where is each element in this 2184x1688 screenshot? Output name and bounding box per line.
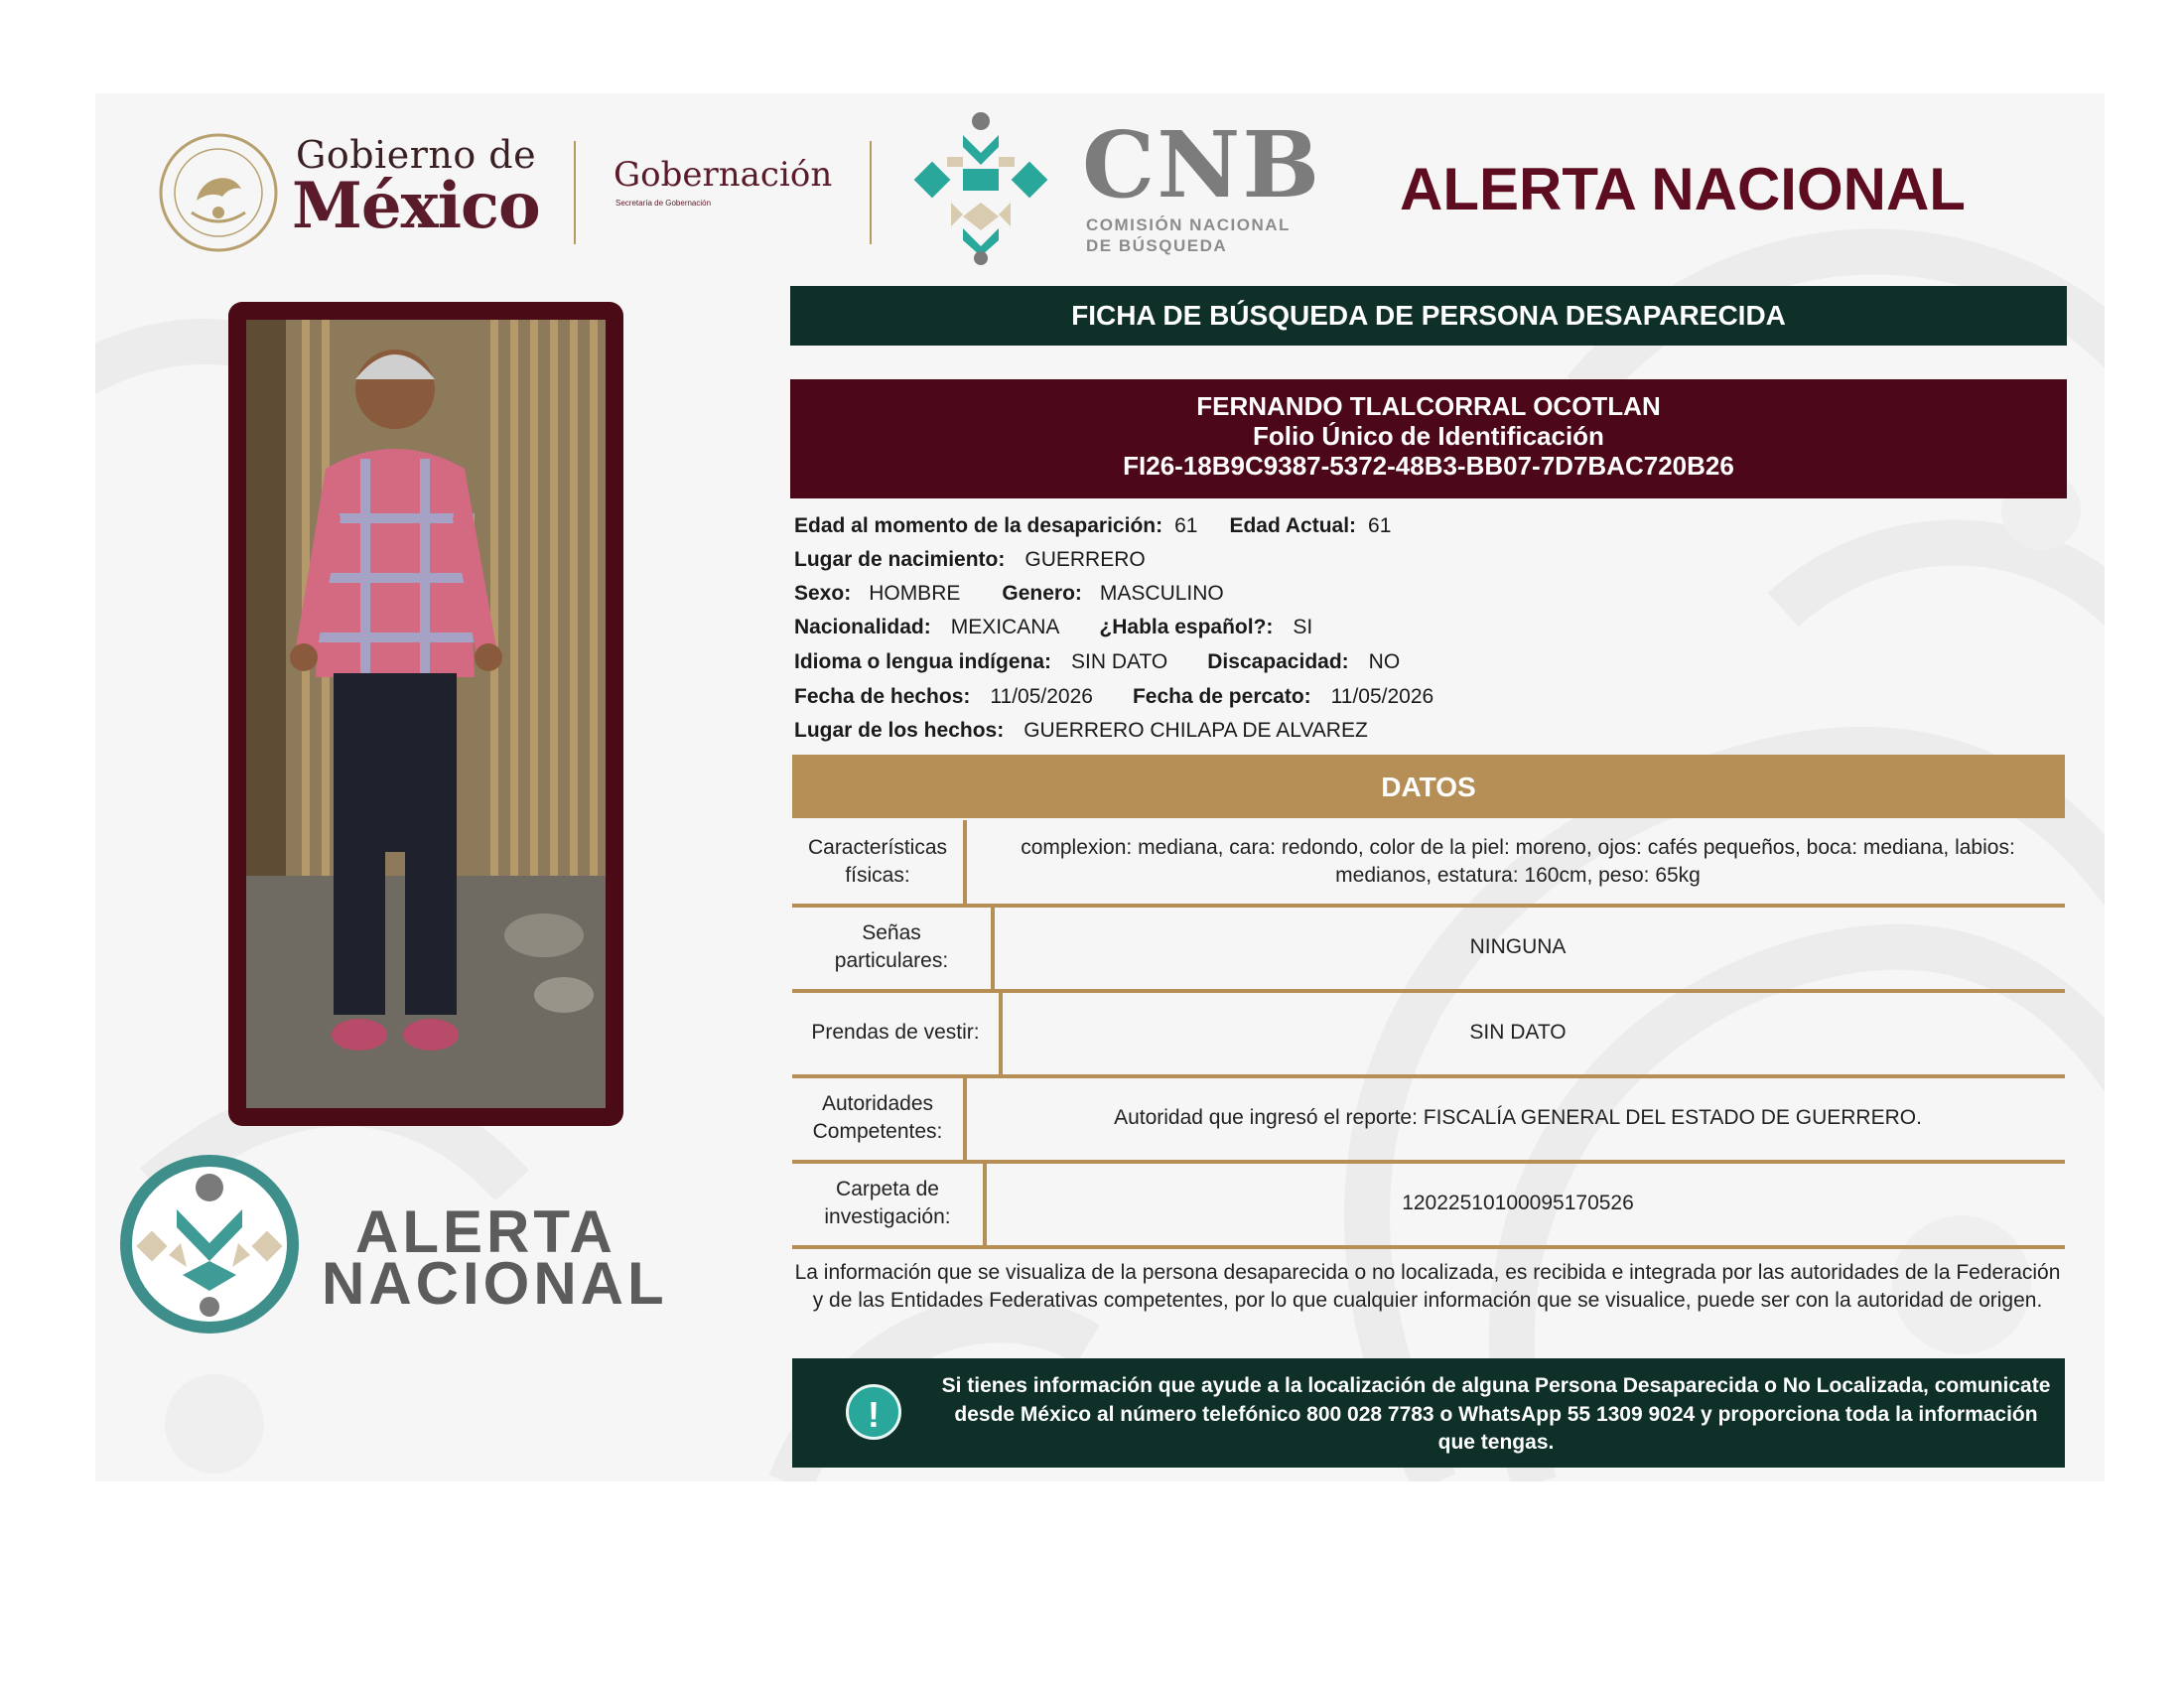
cnb-subtitle-line1: COMISIÓN NACIONAL [1086, 215, 1291, 234]
discapacidad-label: Discapacidad: [1207, 650, 1349, 673]
edad-desaparicion-value: 61 [1174, 514, 1198, 537]
datos-row-label: Prendas de vestir: [792, 991, 1003, 1074]
datos-row-label: Características físicas: [792, 820, 967, 904]
edad-desaparicion-label: Edad al momento de la desaparición: [794, 514, 1163, 537]
datos-row-value: complexion: mediana, cara: redondo, color de la piel: moreno, ojos: cafés pequeños, boca: mediana, labios: medianos, estatura: 160cm, peso: 65kg [1021, 836, 2015, 887]
datos-row-label: Señas particulares: [792, 906, 995, 989]
lugar-hechos-label: Lugar de los hechos: [794, 719, 1005, 742]
genero-value: MASCULINO [1099, 582, 1224, 605]
datos-row-value: NINGUNA [1469, 935, 1567, 958]
datos-row-senas [792, 906, 2065, 993]
nacionalidad-label: Nacionalidad: [794, 616, 931, 638]
info-line-nacionalidad [794, 616, 1344, 639]
edad-actual-label: Edad Actual: [1229, 514, 1357, 537]
info-line-sexo [794, 582, 1256, 606]
gobierno-line2: México [292, 169, 540, 243]
fecha-percato-value: 11/05/2026 [1330, 685, 1434, 708]
gobernacion-logo-text: Gobernación [614, 155, 833, 195]
habla-espanol-value: SI [1293, 616, 1313, 638]
alert-title: ALERTA NACIONAL [1400, 156, 1966, 222]
cnb-logo-text: CNB [1082, 111, 1322, 218]
datos-row-value: Autoridad que ingresó el reporte: FISCALÍA GENERAL DEL ESTADO DE GUERRERO. [1114, 1106, 1922, 1129]
disclaimer-text: La información que se visualiza de la persona desaparecida o no localizada, es recibida e integrada por las autoridades de la Federación y de las Entidades Federativas competentes, por lo que cualquier información que se visualice, puede ser con la autoridad de origen. [794, 1261, 2061, 1312]
contact-text: Si tienes información que ayude a la localización de alguna Persona Desaparecida o No Localizada, comunicate desde México al número telefónico 800 028 7783 o WhatsApp 55 1309 9024 y proporciona toda la información que tengas. [941, 1374, 2051, 1454]
contact-banner [792, 1358, 2065, 1468]
info-line-idioma [794, 650, 1432, 674]
datos-row-label: Autoridades Competentes: [792, 1076, 967, 1160]
folio-value: FI26-18B9C9387-5372-48B3-BB07-7D7BAC720B26 [1123, 451, 1734, 481]
info-line-nacimiento [794, 548, 1177, 572]
sexo-label: Sexo: [794, 582, 852, 605]
person-name-box [790, 379, 2067, 498]
alerta-nacional-logo-line2: NACIONAL [322, 1250, 668, 1317]
datos-header: DATOS [792, 755, 2065, 818]
fecha-percato-label: Fecha de percato: [1132, 685, 1311, 708]
info-line-edad [794, 514, 1423, 538]
lugar-nacimiento-value: GUERRERO [1024, 548, 1146, 571]
sexo-value: HOMBRE [869, 582, 961, 605]
datos-row-caracteristicas [792, 820, 2065, 908]
alerta-nacional-logo-icon [117, 1152, 302, 1336]
alerta-nacional-logo-line1: ALERTA [355, 1198, 616, 1265]
info-line-lugar-hechos [794, 719, 1400, 743]
datos-row-value: 12022510100095170526 [1402, 1192, 1634, 1214]
person-photo [246, 320, 606, 1108]
exclamation-icon: ! [846, 1384, 901, 1440]
idioma-value: SIN DATO [1071, 650, 1168, 673]
folio-label: Folio Único de Identificación [1253, 421, 1604, 451]
info-line-fechas [794, 685, 1465, 709]
datos-row-value: SIN DATO [1469, 1021, 1567, 1044]
nacionalidad-value: MEXICANA [950, 616, 1060, 638]
header-divider [574, 141, 576, 244]
gobernacion-subtitle: Secretaría de Gobernación [615, 199, 712, 208]
header-divider [870, 141, 872, 244]
discapacidad-value: NO [1368, 650, 1401, 673]
datos-row-carpeta [792, 1162, 2065, 1249]
cnb-subtitle [1086, 214, 1344, 256]
person-name: FERNANDO TLALCORRAL OCOTLAN [1196, 391, 1661, 421]
cnb-emblem-logo [901, 107, 1060, 266]
fecha-hechos-value: 11/05/2026 [990, 685, 1093, 708]
national-seal-logo [157, 131, 280, 254]
ficha-title: FICHA DE BÚSQUEDA DE PERSONA DESAPARECIDA [790, 286, 2067, 346]
datos-row-prendas [792, 991, 2065, 1078]
edad-actual-value: 61 [1368, 514, 1392, 537]
datos-row-autoridades [792, 1076, 2065, 1164]
datos-row-label: Carpeta de investigación: [792, 1162, 987, 1245]
cnb-subtitle-line2: DE BÚSQUEDA [1086, 236, 1228, 255]
gobierno-line1: Gobierno de [296, 133, 537, 177]
habla-espanol-label: ¿Habla español?: [1099, 616, 1274, 638]
fecha-hechos-label: Fecha de hechos: [794, 685, 971, 708]
genero-label: Genero: [1002, 582, 1082, 605]
lugar-nacimiento-label: Lugar de nacimiento: [794, 548, 1006, 571]
lugar-hechos-value: GUERRERO CHILAPA DE ALVAREZ [1024, 719, 1368, 742]
idioma-label: Idioma o lengua indígena: [794, 650, 1052, 673]
